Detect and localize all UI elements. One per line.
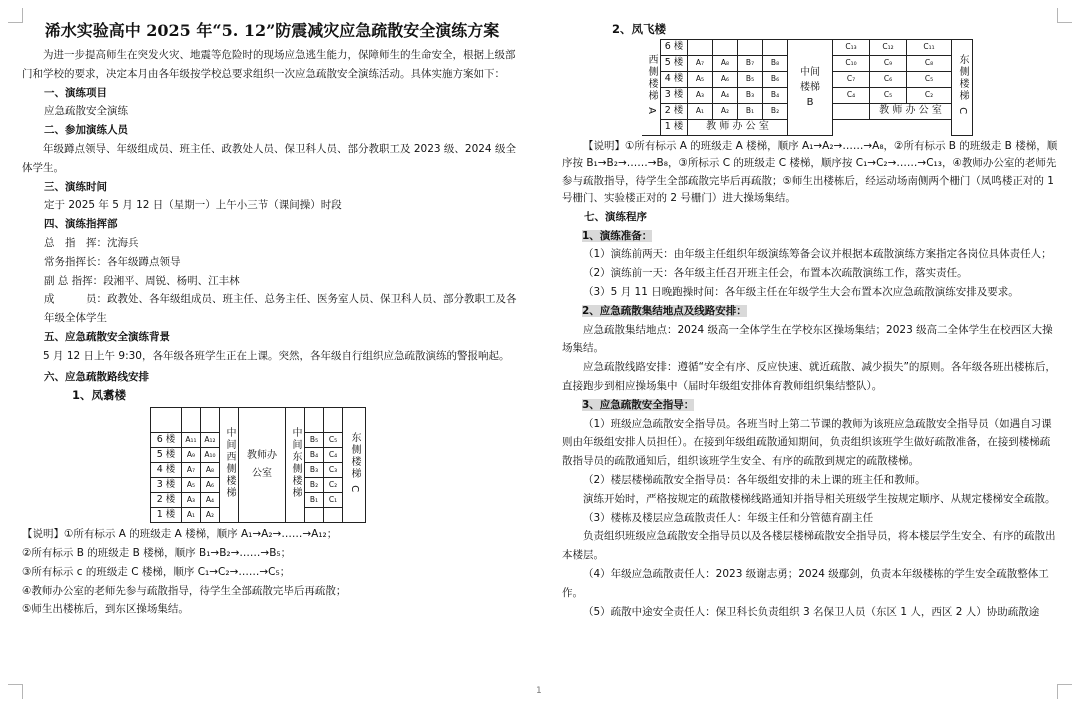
procedure-paragraph: 应急疏散集结地点：2024 级高一全体学生在学校东区操场集结；2023 级高二全体学生在校西区大操场集结。 <box>562 323 1053 355</box>
class-cell: C₁₁ <box>907 39 952 55</box>
class-cell: C₂ <box>907 87 952 103</box>
section-content: 5 月 12 日上午 9:30，各年级各班学生正在上课。突然，各年级自行组织应急疏散演练的警报响起。 <box>43 349 510 362</box>
class-cell: A₇ <box>182 463 201 478</box>
class-cell: B₁ <box>305 493 324 508</box>
class-cell: A₃ <box>688 87 713 103</box>
floor-label: 5 楼 <box>151 448 182 463</box>
command-value: 政教处、各年级组成员、班主任、总务主任、医务室人员、保卫科人员、部分教职工及各年级全体学生 <box>44 293 517 325</box>
table-row <box>151 408 366 433</box>
class-cell: A₄ <box>201 493 220 508</box>
class-cell: A₇ <box>688 55 713 71</box>
class-cell: A₄ <box>713 87 738 103</box>
class-cell <box>763 39 788 55</box>
procedure-item: 负责组织班级应急疏散安全指导员以及各楼层楼梯疏散安全指导员，将本楼层学生安全、有序的疏散出本楼层。 <box>562 530 1056 562</box>
note-line: ③所有标示 c 的班级走 C 楼梯，顺序 C₁→C₂→……→C₅； <box>22 565 291 578</box>
note-line: ⑤师生出楼栋后，到东区操场集结。 <box>22 603 189 616</box>
room-cell <box>182 408 201 433</box>
floor-label: 2 楼 <box>151 493 182 508</box>
class-cell: A₈ <box>713 55 738 71</box>
class-cell: A₁ <box>688 103 713 119</box>
class-cell: B₁ <box>738 103 763 119</box>
floor-label: 6 楼 <box>661 39 688 55</box>
note-line: 【说明】①所有标示 A 的班级走 A 楼梯，顺序 A₁→A₂→……→A₁₂； <box>22 528 338 541</box>
class-cell: B₂ <box>763 103 788 119</box>
east-stair-c: 东侧楼梯 C <box>952 39 973 135</box>
class-cell: C₉ <box>870 55 907 71</box>
class-cell: B₅ <box>305 433 324 448</box>
command-row <box>22 234 522 253</box>
crop-mark-top-left <box>8 8 23 23</box>
subsection-heading: 1、演练准备： <box>582 229 653 242</box>
middle-stair-b: 中间楼梯 B <box>788 39 833 135</box>
crop-mark-bottom-right <box>1057 684 1072 699</box>
page-number: 1 <box>536 686 542 696</box>
class-cell: A₅ <box>182 478 201 493</box>
class-cell: C₃ <box>324 463 343 478</box>
class-cell: A₁₁ <box>182 433 201 448</box>
class-cell: C₇ <box>833 71 870 87</box>
section-heading: 二、参加演练人员 <box>44 124 128 137</box>
class-cell: A₅ <box>688 71 713 87</box>
procedure-item: （3）楼栋及楼层应急疏散责任人：年级主任和分管德育副主任 <box>583 511 874 524</box>
command-label: 成 员： <box>44 293 107 306</box>
floor-label: 3 楼 <box>661 87 688 103</box>
floor-label: 2 楼 <box>661 103 688 119</box>
teacher-office: 教 师 办 公 室 <box>688 119 788 135</box>
class-cell: C₄ <box>324 448 343 463</box>
building-title: 1、凤翥楼 <box>72 388 127 403</box>
procedure-item: （1）班级应急疏散安全指导员。各班当时上第二节课的教师为该班应急疏散安全指导员（如遇自习课则由年级组安排人员担任）。在接到年级组疏散通知期间，负责组织该班学生做好疏散准备，在接到楼梯疏散指导员的疏散通知后，组织该班学生安全、有序的疏散到规定的疏散楼梯。 <box>562 417 1052 468</box>
class-cell: B₅ <box>738 71 763 87</box>
class-cell: A₁₂ <box>201 433 220 448</box>
command-value: 各年级蹲点领导 <box>107 255 181 268</box>
class-cell: C₆ <box>870 71 907 87</box>
command-label: 总 指 挥： <box>44 236 107 249</box>
floor-label: 4 楼 <box>151 463 182 478</box>
section-heading: 四、演练指挥部 <box>44 218 118 231</box>
section-heading: 七、演练程序 <box>584 210 647 223</box>
section-heading: 一、演练项目 <box>44 86 107 99</box>
procedure-item: （3）5 月 11 日晚跑操时间：各年级主任在年级学生大会布置本次应急疏散演练安排及要求。 <box>583 285 1019 298</box>
crop-mark-bottom-left <box>8 684 23 699</box>
class-cell <box>738 39 763 55</box>
class-cell: B₄ <box>305 448 324 463</box>
section-content: 年级蹲点领导、年级组成员、班主任、政教处人员、保卫科人员、部分教职工及 2023 级、2024 级全体学生。 <box>22 142 516 174</box>
section-content: 应急疏散安全演练 <box>44 105 128 118</box>
class-cell: C₈ <box>907 55 952 71</box>
section-heading: 三、演练时间 <box>44 180 107 193</box>
class-cell <box>305 508 324 523</box>
note-line: ④教师办公室的老师先参与疏散指导，待学生全部疏散完毕后再疏散； <box>22 584 347 597</box>
building-title: 2、凤飞楼 <box>612 22 667 36</box>
floor-label: 3 楼 <box>151 478 182 493</box>
class-cell: C₅ <box>324 433 343 448</box>
class-cell: A₆ <box>201 478 220 493</box>
class-cell <box>324 508 343 523</box>
subsection-heading: 2、应急疏散集结地点及线路安排： <box>582 304 747 317</box>
procedure-item: （2）演练前一天：各年级主任召开班主任会，布置本次疏散演练工作，落实责任。 <box>583 267 968 280</box>
command-label: 常务指挥长： <box>44 255 107 268</box>
class-cell: B₂ <box>305 478 324 493</box>
room-cell <box>201 408 220 433</box>
east-stair-c: 东侧楼梯 C <box>343 408 366 523</box>
procedure-item: （1）演练前两天：由年级主任组织年级演练筹备会议并根据本疏散演练方案指定各岗位具体责任人； <box>583 248 1052 261</box>
fengfei-notes: 【说明】①所有标示 A 的班级走 A 楼梯，顺序 A₁→A₂→……→A₈，②所有标示 B 的班级走 B 楼梯，顺序按 B₁→B₂→……→B₈，③所标示 C 的班级走 C 楼梯，顺序按 C₁→C₂→……→C₁₃，④教师办公室的老师先参与疏散指导，待学生全部疏散完毕后再疏散；⑤师生出楼栋后，经运动场南侧两个栅门（凤鸣楼正对的 1 号栅门、实验楼正对的 2 号栅门）进大操场集结。 <box>562 139 1058 205</box>
floor-cell <box>151 408 182 433</box>
class-cell: A₁₀ <box>201 448 220 463</box>
procedure-item: （2）楼层楼梯疏散安全指导员：各年级组安排的未上课的班主任和教师。 <box>583 473 926 486</box>
subsection-heading: 3、应急疏散安全指导： <box>582 398 695 411</box>
command-row <box>22 253 522 272</box>
command-value: 段湘平、周锐、杨明、江丰林 <box>103 274 240 287</box>
document-title: 浠水实验高中 2025 年“5. 12”防震减灾应急疏散安全演练方案 <box>44 21 500 40</box>
east-middle-stair: 中间东侧楼梯 <box>286 408 305 523</box>
class-cell: A₆ <box>713 71 738 87</box>
room-cell <box>324 408 343 433</box>
blank-cell <box>833 119 952 135</box>
west-middle-stair: 中间西侧楼梯 <box>220 408 239 523</box>
class-cell: A₉ <box>182 448 201 463</box>
command-value: 沈海兵 <box>107 236 139 249</box>
floor-label: 6 楼 <box>151 433 182 448</box>
right-column <box>562 0 1060 621</box>
procedure-item: 演练开始时，严格按规定的疏散楼梯线路通知并指导相关班级学生按规定顺序、从规定楼梯安全疏散。 <box>583 492 1056 505</box>
class-cell: C₁ <box>324 493 343 508</box>
class-cell: C₁₃ <box>833 39 870 55</box>
class-cell <box>713 39 738 55</box>
section-heading: 六、应急疏散路线安排 <box>44 370 149 383</box>
procedure-paragraph: 应急疏散线路安排：遵循“安全有序、反应快速、就近疏散、减少损失”的原则。各年级各班出楼栋后，直接跑步到相应操场集中（届时年级组安排体育教师组织集结整队）。 <box>562 361 1056 392</box>
command-row <box>22 290 522 328</box>
class-cell <box>833 103 870 119</box>
class-cell: B₈ <box>763 55 788 71</box>
teacher-office: 教师办公室 <box>239 408 286 523</box>
class-cell: A₃ <box>182 493 201 508</box>
class-cell: C₁₀ <box>833 55 870 71</box>
class-cell: A₁ <box>182 508 201 523</box>
class-cell: A₂ <box>201 508 220 523</box>
class-cell: A₈ <box>201 463 220 478</box>
floor-label: 4 楼 <box>661 71 688 87</box>
class-cell <box>688 39 713 55</box>
fengfei-building-table <box>642 39 973 136</box>
section-content: 定于 2025 年 5 月 12 日（星期一）上午小三节（课间操）时段 <box>44 199 342 212</box>
class-cell: B₆ <box>763 71 788 87</box>
floor-label: 1 楼 <box>151 508 182 523</box>
class-cell: C₁₂ <box>870 39 907 55</box>
class-cell: B₃ <box>738 87 763 103</box>
class-cell: C₅ <box>870 87 907 103</box>
class-cell: C₄ <box>833 87 870 103</box>
procedure-item: （5）疏散中途安全责任人：保卫科长负责组织 3 名保卫人员（东区 1 人，西区 2 人）协助疏散途 <box>583 605 1040 618</box>
teacher-office: 教 师 办 公 室 <box>870 103 952 119</box>
class-cell: A₂ <box>713 103 738 119</box>
class-cell: C₂ <box>324 478 343 493</box>
class-cell: C₅ <box>907 71 952 87</box>
fengzhu-building-table <box>150 407 366 523</box>
command-label: 副 总 指挥： <box>44 274 104 287</box>
west-stair-a: 西侧楼梯 A <box>642 39 661 135</box>
class-cell: B₃ <box>305 463 324 478</box>
floor-label: 5 楼 <box>661 55 688 71</box>
procedure-item: （4）年级应急疏散责任人：2023 级谢志勇；2024 级鄢剑，负责本年级楼栋的学生安全疏散整体工作。 <box>562 567 1049 599</box>
intro-paragraph: 为进一步提高师生在突发火灾、地震等危险时的现场应急逃生能力，保障师生的生命安全，根据上级部门和学校的要求，决定本月由各年级按学校总要求组织一次应急疏散安全演练活动。具体实施方案如下： <box>22 49 516 80</box>
floor-label: 1 楼 <box>661 119 688 135</box>
room-cell <box>305 408 324 433</box>
left-column <box>22 0 522 619</box>
table-row <box>642 39 973 55</box>
note-line: ②所有标示 B 的班级走 B 楼梯，顺序 B₁→B₂→……→B₅； <box>22 546 292 559</box>
class-cell: B₄ <box>763 87 788 103</box>
command-row <box>22 272 522 291</box>
section-heading: 五、应急疏散安全演练背景 <box>44 330 170 343</box>
class-cell: B₇ <box>738 55 763 71</box>
